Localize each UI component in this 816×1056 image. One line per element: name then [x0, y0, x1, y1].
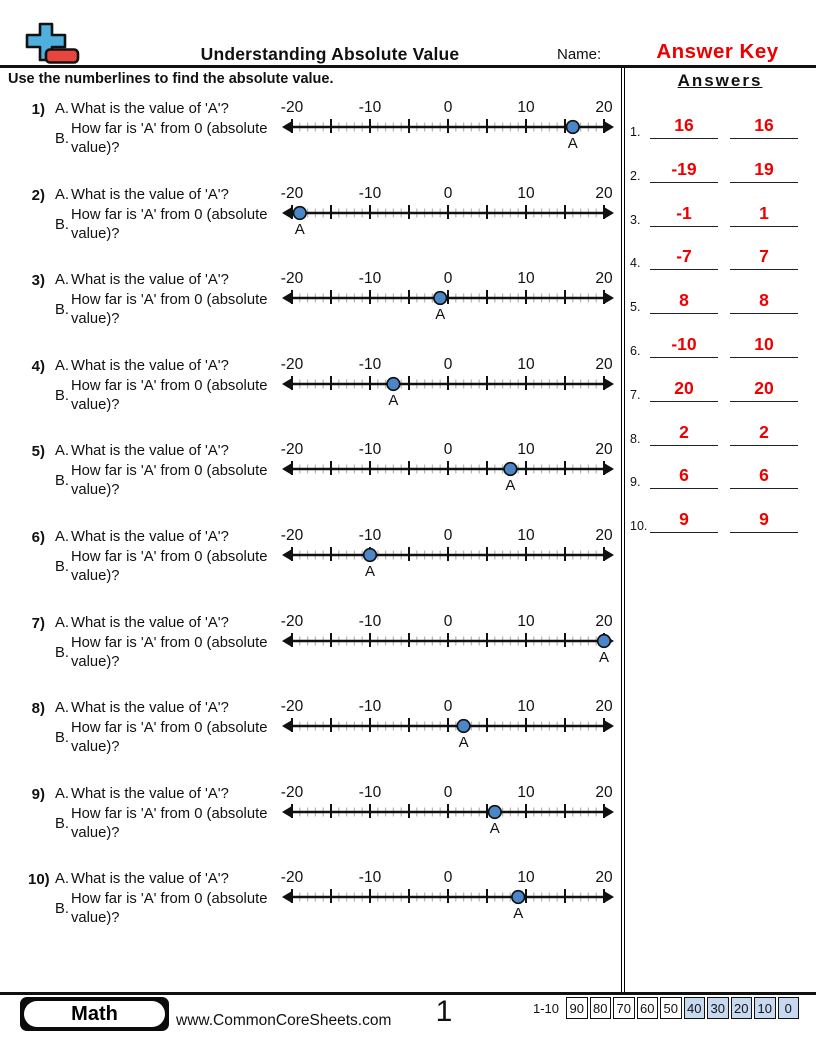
answer-number: 2. — [630, 168, 641, 183]
point-a-label: A — [598, 648, 610, 666]
point-a-dot — [598, 634, 611, 647]
svg-text:0: 0 — [443, 271, 453, 288]
question-a — [55, 529, 229, 545]
math-brand-badge — [20, 997, 169, 1031]
svg-text:-10: -10 — [358, 356, 382, 373]
answer-absolute: 8 — [759, 290, 769, 311]
numberline — [281, 699, 615, 757]
svg-text:20: 20 — [595, 870, 613, 887]
question-a-label: A. — [55, 871, 69, 888]
answer-value-blank — [650, 203, 718, 227]
answer-value-blank — [650, 246, 718, 270]
name-label: Name: — [557, 46, 602, 63]
score-cell: 10 — [754, 997, 776, 1019]
svg-text:10: 10 — [517, 870, 535, 887]
svg-text:0: 0 — [443, 870, 453, 887]
svg-text:10: 10 — [517, 356, 535, 373]
numberline — [281, 528, 615, 586]
score-cell: 0 — [778, 997, 800, 1019]
question-b-label: B. — [55, 302, 69, 319]
score-cells — [564, 997, 799, 1019]
problem-number: 2) — [31, 186, 45, 204]
answer-absolute: 16 — [754, 115, 774, 135]
question-b-label: B. — [55, 131, 69, 147]
svg-text:-20: -20 — [281, 356, 304, 373]
question-b-label: B. — [55, 216, 69, 233]
answer-absolute-blank — [730, 378, 798, 402]
question-a-text: What is the value of 'A'? — [70, 614, 229, 631]
point-a-label: A — [513, 905, 524, 923]
point-a-dot — [387, 377, 400, 390]
question-a-label: A. — [55, 529, 69, 545]
svg-text:0: 0 — [443, 784, 453, 801]
problem — [28, 271, 620, 353]
answer-absolute-blank — [730, 465, 798, 489]
question-b-text: How far is 'A' from 0 (absolute value)? — [70, 206, 268, 242]
problem-number: 10) — [28, 871, 50, 889]
answer-value-blank — [650, 422, 718, 446]
answer-absolute-blank — [730, 203, 798, 227]
svg-text:10: 10 — [517, 613, 535, 630]
point-a-label: A — [458, 734, 469, 752]
svg-text:10: 10 — [517, 784, 535, 801]
numberline — [281, 442, 615, 500]
score-cell: 40 — [684, 997, 706, 1019]
answer-row — [630, 368, 812, 402]
svg-text:20: 20 — [595, 100, 613, 116]
svg-text:-10: -10 — [358, 870, 382, 887]
svg-text:10: 10 — [517, 442, 535, 459]
svg-text:-10: -10 — [358, 528, 382, 544]
question-a — [55, 871, 229, 887]
question-a-label: A. — [55, 700, 69, 717]
answer-number: 3. — [630, 212, 641, 227]
svg-text:0: 0 — [443, 613, 453, 630]
score-range-label: 1-10 — [533, 1000, 560, 1016]
svg-text:10: 10 — [517, 699, 535, 716]
problem — [28, 699, 620, 781]
answer-value: -19 — [671, 158, 697, 179]
question-a-label: A. — [55, 272, 69, 289]
answer-value: -1 — [676, 202, 692, 223]
question-a-text: What is the value of 'A'? — [70, 785, 229, 802]
svg-text:-10: -10 — [358, 185, 382, 202]
answer-value: 2 — [679, 421, 689, 442]
header-divider — [0, 65, 816, 68]
problem — [28, 870, 620, 952]
question-a-label: A. — [55, 443, 69, 460]
problem-number: 8) — [31, 700, 45, 718]
answer-key-label: Answer Key — [656, 40, 779, 63]
point-a-dot — [294, 206, 307, 219]
svg-text:-20: -20 — [281, 870, 304, 887]
instructions-text: Use the numberlines to find the absolute value. — [8, 71, 334, 87]
question-b-label: B. — [55, 473, 69, 490]
numberline — [281, 870, 615, 928]
svg-text:0: 0 — [443, 356, 453, 373]
svg-text:20: 20 — [595, 185, 613, 202]
answer-absolute-blank — [730, 290, 798, 314]
answer-row — [630, 499, 812, 533]
score-cell: 20 — [731, 997, 753, 1019]
svg-text:-20: -20 — [281, 613, 304, 630]
question-b-text: How far is 'A' from 0 (absolute value)? — [70, 463, 268, 499]
svg-text:-20: -20 — [281, 185, 304, 202]
answer-absolute: 2 — [759, 421, 769, 442]
score-cell: 70 — [613, 997, 635, 1019]
point-a-dot — [364, 549, 377, 562]
question-a-label: A. — [55, 614, 69, 631]
question-a-label: A. — [55, 785, 69, 802]
answer-value: 6 — [679, 465, 689, 486]
question-b — [55, 890, 286, 928]
question-b-label: B. — [55, 559, 69, 575]
svg-text:-20: -20 — [281, 100, 304, 116]
svg-text:-20: -20 — [281, 442, 304, 459]
answers-panel-divider — [621, 68, 625, 992]
answer-absolute-blank — [730, 334, 798, 358]
question-b — [55, 291, 286, 329]
answer-value: 20 — [674, 377, 694, 398]
point-a-dot — [434, 292, 447, 305]
question-a-label: A. — [55, 186, 69, 203]
point-a-dot — [512, 891, 525, 904]
answer-row — [630, 236, 812, 270]
svg-text:-10: -10 — [358, 271, 382, 288]
answer-row — [630, 412, 812, 446]
question-a — [55, 187, 229, 203]
answer-row — [630, 149, 812, 183]
svg-text:20: 20 — [595, 271, 613, 288]
score-cell: 90 — [566, 997, 588, 1019]
problem-number: 3) — [31, 272, 45, 290]
problem — [28, 528, 620, 610]
answer-absolute: 1 — [759, 202, 769, 223]
question-a-text: What is the value of 'A'? — [70, 871, 229, 888]
answer-value: 8 — [679, 290, 689, 311]
problem-number: 1) — [31, 101, 45, 118]
problem — [28, 357, 620, 439]
numberline — [281, 785, 615, 843]
svg-text:-10: -10 — [358, 613, 382, 630]
answer-value: 9 — [679, 509, 689, 530]
answer-value-blank — [650, 334, 718, 358]
numberline — [281, 271, 615, 329]
page-title: Understanding Absolute Value — [200, 44, 460, 64]
plus-minus-logo-icon — [25, 22, 81, 66]
svg-text:10: 10 — [517, 271, 535, 288]
svg-text:20: 20 — [595, 613, 613, 630]
svg-text:0: 0 — [443, 442, 453, 459]
question-b-text: How far is 'A' from 0 (absolute value)? — [70, 121, 268, 156]
problem-number: 4) — [31, 357, 45, 375]
problem — [28, 186, 620, 268]
svg-text:0: 0 — [443, 699, 453, 716]
question-b-text: How far is 'A' from 0 (absolute value)? — [70, 634, 268, 670]
problem — [28, 442, 620, 524]
question-b-text: How far is 'A' from 0 (absolute value)? — [70, 805, 268, 841]
question-b — [55, 377, 286, 415]
point-a-label: A — [435, 306, 446, 324]
score-strip — [533, 997, 799, 1019]
answer-row — [630, 324, 812, 358]
svg-text:-20: -20 — [281, 784, 304, 801]
answer-number: 7. — [630, 387, 641, 402]
numberline — [281, 100, 615, 158]
answer-absolute: 9 — [759, 509, 769, 530]
answer-absolute-blank — [730, 422, 798, 446]
question-b — [55, 634, 286, 672]
answer-value-blank — [650, 115, 718, 139]
svg-text:10: 10 — [517, 100, 535, 116]
question-b-label: B. — [55, 644, 69, 661]
point-a-label: A — [567, 135, 578, 152]
answer-value-blank — [650, 378, 718, 402]
svg-text:20: 20 — [595, 356, 613, 373]
point-a-label: A — [505, 477, 516, 495]
score-cell: 80 — [590, 997, 612, 1019]
question-a-text: What is the value of 'A'? — [70, 443, 229, 460]
svg-text:0: 0 — [443, 185, 453, 202]
svg-text:10: 10 — [517, 185, 535, 202]
svg-text:0: 0 — [443, 100, 453, 116]
svg-text:20: 20 — [595, 442, 613, 459]
question-b-text: How far is 'A' from 0 (absolute value)? — [70, 891, 268, 927]
numberline — [281, 614, 615, 672]
numberline — [281, 186, 615, 244]
question-b — [55, 120, 286, 158]
svg-text:-10: -10 — [358, 100, 382, 116]
svg-text:20: 20 — [595, 699, 613, 716]
svg-text:-20: -20 — [281, 528, 304, 544]
question-b-text: How far is 'A' from 0 (absolute value)? — [70, 377, 268, 413]
question-a — [55, 700, 229, 716]
problem-number: 6) — [31, 529, 45, 546]
question-a — [55, 101, 229, 117]
question-b-label: B. — [55, 387, 69, 404]
score-cell: 50 — [660, 997, 682, 1019]
question-a-text: What is the value of 'A'? — [70, 186, 229, 203]
problem-number: 7) — [31, 614, 45, 632]
answer-absolute-blank — [730, 159, 798, 183]
point-a-label: A — [388, 391, 399, 409]
svg-text:-10: -10 — [358, 699, 382, 716]
question-a — [55, 443, 229, 459]
point-a-dot — [489, 805, 502, 818]
svg-text:-10: -10 — [358, 784, 382, 801]
answer-value-blank — [650, 290, 718, 314]
answer-absolute: 20 — [754, 377, 774, 398]
question-a-label: A. — [55, 101, 69, 117]
problem — [28, 614, 620, 696]
question-a-text: What is the value of 'A'? — [70, 700, 229, 717]
answer-number: 10. — [630, 519, 648, 534]
answer-value-blank — [650, 465, 718, 489]
answer-value-blank — [650, 159, 718, 183]
answer-number: 1. — [630, 125, 641, 139]
question-b-text: How far is 'A' from 0 (absolute value)? — [70, 720, 268, 756]
question-b-text: How far is 'A' from 0 (absolute value)? — [70, 549, 268, 584]
svg-text:0: 0 — [443, 528, 453, 544]
site-url: www.CommonCoreSheets.com — [176, 1012, 392, 1029]
answer-number: 9. — [630, 475, 641, 490]
footer-divider — [0, 992, 816, 995]
point-a-label: A — [489, 819, 500, 837]
answer-value: -7 — [676, 246, 692, 267]
answer-absolute: 6 — [759, 465, 769, 486]
point-a-label: A — [294, 220, 305, 238]
question-b-label: B. — [55, 730, 69, 747]
answer-absolute: 19 — [754, 158, 774, 179]
svg-text:20: 20 — [595, 528, 613, 544]
point-a-dot — [567, 121, 580, 134]
question-b — [55, 805, 286, 843]
answer-number: 5. — [630, 300, 641, 315]
question-b-label: B. — [55, 815, 69, 832]
score-cell: 60 — [637, 997, 659, 1019]
question-b — [55, 462, 286, 500]
question-b-label: B. — [55, 901, 69, 918]
answer-row — [630, 105, 812, 139]
score-cell: 30 — [707, 997, 729, 1019]
numberline — [281, 357, 615, 415]
svg-text:10: 10 — [517, 528, 535, 544]
answer-row — [630, 455, 812, 489]
question-a-text: What is the value of 'A'? — [70, 529, 229, 545]
problem — [28, 785, 620, 867]
question-a-text: What is the value of 'A'? — [70, 101, 229, 117]
point-a-dot — [504, 463, 517, 476]
svg-text:20: 20 — [595, 784, 613, 801]
question-a-text: What is the value of 'A'? — [70, 357, 229, 374]
answer-absolute: 7 — [759, 246, 769, 267]
answer-value: -10 — [671, 334, 697, 354]
answer-absolute: 10 — [754, 334, 774, 354]
question-a — [55, 786, 229, 802]
answer-value: 16 — [674, 115, 694, 135]
answer-absolute-blank — [730, 115, 798, 139]
problem — [28, 100, 620, 182]
question-a-text: What is the value of 'A'? — [70, 272, 229, 289]
question-b — [55, 206, 286, 244]
question-a — [55, 272, 229, 288]
answer-row — [630, 193, 812, 227]
svg-text:-20: -20 — [281, 271, 304, 288]
answer-value-blank — [650, 509, 718, 533]
problem-number: 9) — [31, 785, 45, 803]
answer-absolute-blank — [730, 509, 798, 533]
answers-heading: Answers — [677, 71, 763, 90]
page-number: 1 — [435, 995, 453, 1028]
question-b — [55, 719, 286, 757]
question-b — [55, 548, 286, 586]
answer-number: 4. — [630, 256, 641, 271]
answer-row — [630, 280, 812, 314]
answer-number: 6. — [630, 344, 641, 358]
question-a-label: A. — [55, 357, 69, 374]
question-a — [55, 615, 229, 631]
point-a-dot — [457, 720, 470, 733]
question-a — [55, 358, 229, 374]
point-a-label: A — [364, 563, 376, 580]
svg-text:-20: -20 — [281, 699, 304, 716]
math-brand-label: Math — [24, 1001, 165, 1027]
svg-text:-10: -10 — [358, 442, 382, 459]
answer-number: 8. — [630, 431, 641, 446]
problem-number: 5) — [31, 443, 45, 461]
answer-absolute-blank — [730, 246, 798, 270]
question-b-text: How far is 'A' from 0 (absolute value)? — [70, 292, 268, 328]
minus-icon — [46, 50, 78, 63]
